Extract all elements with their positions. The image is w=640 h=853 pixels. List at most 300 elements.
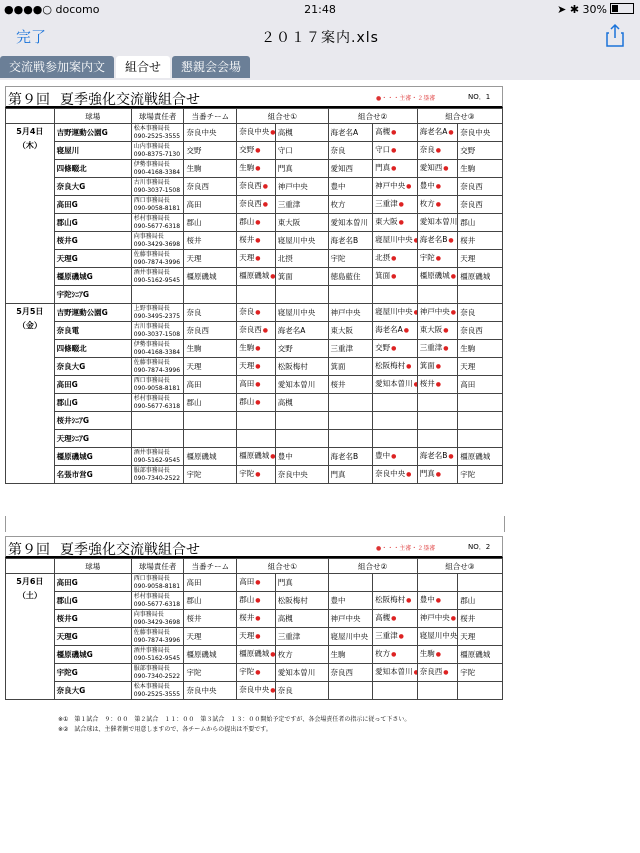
match-team-cell[interactable]	[328, 214, 373, 232]
match-team-cell[interactable]	[275, 214, 328, 232]
match-team-cell[interactable]	[237, 286, 276, 304]
team-name: 豊中 ●	[420, 595, 441, 604]
manager-cell[interactable]	[131, 610, 184, 628]
match-team-cell[interactable]	[328, 412, 373, 430]
match-team-cell[interactable]	[373, 160, 418, 178]
team-name: 守口	[277, 145, 293, 155]
match-team-cell[interactable]	[417, 646, 458, 664]
match-team-cell[interactable]	[373, 646, 418, 664]
match-team-cell[interactable]	[373, 376, 418, 394]
duty-team-cell[interactable]	[184, 430, 237, 448]
match-team-cell[interactable]	[328, 304, 373, 322]
match-team-cell[interactable]	[275, 124, 328, 142]
match-team-cell[interactable]	[328, 610, 373, 628]
match-team-cell[interactable]	[328, 376, 373, 394]
team-name: 宇陀	[330, 253, 346, 263]
venue-cell[interactable]: 四條畷北	[54, 340, 131, 358]
tab-matchups[interactable]: 組合せ	[116, 56, 170, 78]
venue-cell[interactable]: 高田G	[54, 574, 131, 592]
manager-cell[interactable]	[131, 448, 184, 466]
duty-team-cell[interactable]: 奈良西	[184, 322, 237, 340]
match-team-cell[interactable]	[328, 592, 373, 610]
manager-phone: 090-9058-8181	[133, 204, 181, 212]
match-team-cell[interactable]	[417, 268, 458, 286]
venue-cell[interactable]: 四條畷北	[54, 160, 131, 178]
match-team-cell[interactable]	[275, 664, 328, 682]
team-name: 桜井 ●	[239, 235, 260, 244]
manager-cell[interactable]	[131, 592, 184, 610]
match-team-cell[interactable]	[328, 358, 373, 376]
match-team-cell[interactable]	[373, 340, 418, 358]
match-team-cell[interactable]	[237, 682, 276, 700]
match-team-cell[interactable]	[373, 178, 418, 196]
tab-invitation[interactable]: 交流戦参加案内文	[0, 56, 114, 78]
duty-team-cell[interactable]: 橿原磯城	[184, 448, 237, 466]
match-team-cell[interactable]	[328, 178, 373, 196]
match-team-cell[interactable]	[373, 466, 418, 484]
match-team-cell[interactable]	[417, 304, 458, 322]
match-team-cell[interactable]	[373, 250, 418, 268]
duty-team-cell[interactable]: 橿原磯城	[184, 646, 237, 664]
match-team-cell[interactable]	[237, 232, 276, 250]
venue-cell[interactable]: 桜井G	[54, 232, 131, 250]
match-team-cell[interactable]	[237, 196, 276, 214]
venue-cell[interactable]: 郡山G	[54, 214, 131, 232]
team-name: 門真	[277, 163, 293, 173]
match-team-cell[interactable]	[458, 412, 503, 430]
match-team-cell[interactable]	[237, 304, 276, 322]
match-team-cell[interactable]	[328, 430, 373, 448]
match-team-cell[interactable]	[275, 448, 328, 466]
match-team-cell[interactable]	[275, 646, 328, 664]
match-team-cell[interactable]	[417, 448, 458, 466]
duty-team-cell[interactable]: 郡山	[184, 592, 237, 610]
match-team-cell[interactable]	[417, 628, 458, 646]
team-name: 箕面 ●	[375, 271, 396, 280]
venue-cell[interactable]: 名張市営G	[54, 466, 131, 484]
match-team-cell[interactable]	[373, 286, 418, 304]
match-team-cell[interactable]	[458, 358, 503, 376]
manager-cell[interactable]	[131, 196, 184, 214]
venue-cell[interactable]: 天理ｼﾆｱG	[54, 430, 131, 448]
match-team-cell[interactable]	[458, 304, 503, 322]
match-team-cell[interactable]	[275, 304, 328, 322]
manager-cell[interactable]	[131, 682, 184, 700]
match-team-cell[interactable]	[328, 232, 373, 250]
match-team-cell[interactable]	[275, 376, 328, 394]
manager-phone: 090-2525-3555	[133, 132, 181, 140]
match-team-cell[interactable]	[417, 196, 458, 214]
match-team-cell[interactable]	[275, 574, 328, 592]
team-name: 豊中 ●	[420, 181, 441, 190]
match-team-cell[interactable]	[328, 340, 373, 358]
match-team-cell[interactable]	[328, 394, 373, 412]
manager-phone: 090-7874-3996	[133, 636, 181, 644]
venue-cell[interactable]: 天理G	[54, 250, 131, 268]
match-team-cell[interactable]	[373, 124, 418, 142]
table-row	[6, 574, 503, 592]
match-team-cell[interactable]	[328, 646, 373, 664]
match-team-cell[interactable]	[373, 592, 418, 610]
match-team-cell[interactable]	[237, 628, 276, 646]
team-name: 東大阪	[277, 217, 301, 227]
match-team-cell[interactable]	[237, 160, 276, 178]
match-team-cell[interactable]	[417, 412, 458, 430]
match-team-cell[interactable]	[373, 142, 418, 160]
team-name: 桜井	[330, 379, 346, 389]
match-team-cell[interactable]	[458, 628, 503, 646]
match-team-cell[interactable]	[458, 232, 503, 250]
match-team-cell[interactable]	[275, 412, 328, 430]
venue-cell[interactable]: 奈良電	[54, 322, 131, 340]
match-team-cell[interactable]	[458, 196, 503, 214]
duty-team-cell[interactable]: 郡山	[184, 394, 237, 412]
manager-cell[interactable]	[131, 142, 184, 160]
match-team-cell[interactable]	[328, 268, 373, 286]
manager-cell[interactable]	[131, 304, 184, 322]
match-team-cell[interactable]	[275, 340, 328, 358]
duty-team-cell[interactable]: 宇陀	[184, 664, 237, 682]
match-team-cell[interactable]	[237, 142, 276, 160]
manager-name: 松本事務局長	[133, 682, 170, 690]
team-name: 高槻 ●	[375, 127, 396, 136]
match-team-cell[interactable]	[275, 286, 328, 304]
match-team-cell[interactable]	[328, 250, 373, 268]
venue-cell[interactable]: 吉野運動公園G	[54, 124, 131, 142]
match-team-cell[interactable]	[237, 412, 276, 430]
match-team-cell[interactable]	[458, 466, 503, 484]
venue-cell[interactable]: 高田G	[54, 196, 131, 214]
duty-team-cell[interactable]: 高田	[184, 376, 237, 394]
table-row	[6, 412, 503, 430]
manager-phone: 090-5677-6318	[133, 402, 181, 410]
match-team-cell[interactable]	[373, 448, 418, 466]
match-team-cell[interactable]	[417, 250, 458, 268]
manager-cell[interactable]	[131, 286, 184, 304]
team-name: 東大阪 ●	[375, 217, 404, 226]
duty-team-cell[interactable]: 高田	[184, 574, 237, 592]
duty-team-cell[interactable]: 奈良中央	[184, 124, 237, 142]
header-match-3: 組合せ③	[417, 109, 502, 124]
venue-cell[interactable]: 奈良大G	[54, 682, 131, 700]
match-team-cell[interactable]	[328, 160, 373, 178]
manager-cell[interactable]	[131, 160, 184, 178]
match-team-cell[interactable]	[417, 142, 458, 160]
match-team-cell[interactable]	[373, 610, 418, 628]
match-team-cell[interactable]	[328, 574, 373, 592]
manager-name: 古川事務局長	[133, 178, 170, 186]
manager-cell[interactable]	[131, 628, 184, 646]
team-name: 三重津	[277, 199, 301, 209]
match-team-cell[interactable]	[417, 178, 458, 196]
team-name: 海老名B ●	[420, 235, 454, 244]
done-button[interactable]: 完了	[16, 28, 47, 46]
venue-cell[interactable]: 橿原磯城G	[54, 268, 131, 286]
match-team-cell[interactable]	[237, 322, 276, 340]
match-team-cell[interactable]	[275, 232, 328, 250]
duty-team-cell[interactable]: 天理	[184, 250, 237, 268]
match-team-cell[interactable]	[458, 574, 503, 592]
team-name: 宇陀	[460, 469, 476, 479]
sheet-title-bar	[5, 86, 503, 108]
match-team-cell[interactable]	[237, 592, 276, 610]
match-team-cell[interactable]	[417, 358, 458, 376]
venue-cell[interactable]: 桜井G	[54, 610, 131, 628]
header-duty: 当番チーム	[184, 559, 237, 574]
venue-cell[interactable]: 吉野運動公園G	[54, 304, 131, 322]
match-team-cell[interactable]	[275, 394, 328, 412]
match-team-cell[interactable]	[275, 322, 328, 340]
match-team-cell[interactable]	[458, 178, 503, 196]
team-name: 高槻	[277, 127, 293, 137]
match-team-cell[interactable]	[458, 610, 503, 628]
team-name: 東大阪	[330, 325, 353, 335]
match-team-cell[interactable]	[328, 142, 373, 160]
duty-team-cell[interactable]: 桜井	[184, 232, 237, 250]
match-team-cell[interactable]	[275, 592, 328, 610]
match-team-cell[interactable]	[458, 394, 503, 412]
team-name: 奈良西	[330, 667, 353, 677]
match-team-cell[interactable]	[373, 394, 418, 412]
venue-cell[interactable]: 奈良大G	[54, 178, 131, 196]
duty-team-cell[interactable]: 桜井	[184, 610, 237, 628]
match-team-cell[interactable]	[275, 250, 328, 268]
match-team-cell[interactable]	[417, 574, 458, 592]
match-team-cell[interactable]	[237, 250, 276, 268]
match-team-cell[interactable]	[417, 610, 458, 628]
match-team-cell[interactable]	[237, 268, 276, 286]
manager-cell[interactable]	[131, 646, 184, 664]
venue-cell[interactable]: 寝屋川	[54, 142, 131, 160]
duty-team-cell[interactable]: 奈良	[184, 304, 237, 322]
match-team-cell[interactable]	[373, 322, 418, 340]
match-team-cell[interactable]	[237, 214, 276, 232]
duty-team-cell[interactable]: 天理	[184, 628, 237, 646]
venue-cell[interactable]: 高田G	[54, 376, 131, 394]
match-team-cell[interactable]	[458, 250, 503, 268]
match-team-cell[interactable]	[237, 466, 276, 484]
match-team-cell[interactable]	[417, 340, 458, 358]
manager-cell[interactable]	[131, 430, 184, 448]
manager-cell[interactable]	[131, 574, 184, 592]
match-team-cell[interactable]	[237, 124, 276, 142]
match-team-cell[interactable]	[373, 304, 418, 322]
match-team-cell[interactable]	[417, 232, 458, 250]
manager-cell[interactable]	[131, 664, 184, 682]
match-team-cell[interactable]	[417, 592, 458, 610]
match-team-cell[interactable]	[275, 358, 328, 376]
match-team-cell[interactable]	[417, 322, 458, 340]
match-team-cell[interactable]	[275, 268, 328, 286]
duty-team-cell[interactable]: 宇陀	[184, 466, 237, 484]
manager-cell[interactable]	[131, 232, 184, 250]
match-team-cell[interactable]	[275, 196, 328, 214]
manager-cell[interactable]	[131, 124, 184, 142]
match-team-cell[interactable]	[417, 124, 458, 142]
title-text: 夏季強化交流戦組合せ	[60, 542, 200, 558]
match-team-cell[interactable]	[417, 664, 458, 682]
match-team-cell[interactable]	[237, 430, 276, 448]
duty-team-cell[interactable]: 橿原磯城	[184, 268, 237, 286]
match-team-cell[interactable]	[373, 430, 418, 448]
team-name: 松阪梅村 ●	[375, 595, 411, 604]
manager-cell[interactable]	[131, 322, 184, 340]
match-team-cell[interactable]	[417, 682, 458, 700]
match-team-cell[interactable]	[373, 664, 418, 682]
match-team-cell[interactable]	[458, 448, 503, 466]
manager-cell[interactable]	[131, 358, 184, 376]
match-team-cell[interactable]	[237, 178, 276, 196]
match-team-cell[interactable]	[417, 214, 458, 232]
table-row	[6, 232, 503, 250]
table-row	[6, 682, 503, 700]
match-team-cell[interactable]	[458, 124, 503, 142]
match-team-cell[interactable]	[275, 628, 328, 646]
manager-name: 服部事務局長	[133, 664, 170, 672]
match-team-cell[interactable]	[237, 646, 276, 664]
match-team-cell[interactable]	[275, 430, 328, 448]
manager-cell[interactable]	[131, 268, 184, 286]
match-team-cell[interactable]	[237, 610, 276, 628]
team-name: 豊中	[277, 451, 293, 461]
match-team-cell[interactable]	[458, 214, 503, 232]
match-team-cell[interactable]	[275, 610, 328, 628]
match-team-cell[interactable]	[458, 682, 503, 700]
match-team-cell[interactable]	[417, 466, 458, 484]
match-team-cell[interactable]	[237, 448, 276, 466]
match-team-cell[interactable]	[328, 682, 373, 700]
match-team-cell[interactable]	[373, 232, 418, 250]
match-team-cell[interactable]	[458, 592, 503, 610]
match-team-cell[interactable]	[373, 358, 418, 376]
match-team-cell[interactable]	[458, 322, 503, 340]
match-team-cell[interactable]	[417, 376, 458, 394]
match-team-cell[interactable]	[373, 574, 418, 592]
venue-cell[interactable]: 郡山G	[54, 394, 131, 412]
match-team-cell[interactable]	[328, 124, 373, 142]
match-team-cell[interactable]	[328, 628, 373, 646]
match-team-cell[interactable]	[458, 376, 503, 394]
match-team-cell[interactable]	[275, 682, 328, 700]
venue-cell[interactable]: 宇陀ｼﾆｱG	[54, 286, 131, 304]
team-name: 橿原磯城 ●	[239, 271, 275, 280]
venue-cell[interactable]: 桜井ｼﾆｱG	[54, 412, 131, 430]
team-name: 奈良西	[460, 199, 483, 209]
share-icon[interactable]	[606, 23, 624, 47]
team-name: 郡山	[460, 595, 476, 605]
match-team-cell[interactable]	[237, 340, 276, 358]
match-team-cell[interactable]	[458, 286, 503, 304]
match-team-cell[interactable]	[328, 466, 373, 484]
match-team-cell[interactable]	[458, 142, 503, 160]
manager-name: 古川事務局長	[133, 322, 170, 330]
team-name: 生駒 ●	[239, 163, 260, 172]
match-team-cell[interactable]	[328, 448, 373, 466]
location-arrow-icon: ➤	[557, 3, 567, 16]
match-team-cell[interactable]	[275, 178, 328, 196]
duty-team-cell[interactable]: 生駒	[184, 340, 237, 358]
match-team-cell[interactable]	[237, 394, 276, 412]
duty-team-cell[interactable]: 郡山	[184, 214, 237, 232]
match-team-cell[interactable]	[237, 574, 276, 592]
match-team-cell[interactable]	[458, 268, 503, 286]
team-name: 松阪梅村 ●	[375, 361, 411, 370]
duty-team-cell[interactable]: 奈良西	[184, 178, 237, 196]
venue-cell[interactable]: 橿原磯城G	[54, 646, 131, 664]
manager-cell[interactable]	[131, 250, 184, 268]
manager-name: 西口事務局長	[133, 574, 170, 582]
match-team-cell[interactable]	[328, 322, 373, 340]
team-name: 豊中	[330, 181, 346, 191]
match-team-cell[interactable]	[458, 160, 503, 178]
duty-team-cell[interactable]	[184, 412, 237, 430]
match-team-cell[interactable]	[373, 628, 418, 646]
manager-name: 服部事務局長	[133, 466, 170, 474]
match-team-cell[interactable]	[275, 160, 328, 178]
match-team-cell[interactable]	[417, 286, 458, 304]
team-name: 郡山	[460, 217, 476, 227]
manager-cell[interactable]	[131, 178, 184, 196]
manager-cell[interactable]	[131, 214, 184, 232]
team-name: 生駒 ●	[420, 649, 441, 658]
match-team-cell[interactable]	[373, 682, 418, 700]
match-team-cell[interactable]	[417, 430, 458, 448]
manager-cell[interactable]	[131, 340, 184, 358]
match-team-cell[interactable]	[417, 394, 458, 412]
duty-team-cell[interactable]	[184, 286, 237, 304]
venue-cell[interactable]: 奈良大G	[54, 358, 131, 376]
match-team-cell[interactable]	[328, 664, 373, 682]
manager-cell[interactable]	[131, 412, 184, 430]
match-team-cell[interactable]	[373, 268, 418, 286]
team-name: 橿原磯城 ●	[239, 649, 275, 658]
match-team-cell[interactable]	[328, 196, 373, 214]
match-team-cell[interactable]	[275, 466, 328, 484]
match-team-cell[interactable]	[373, 196, 418, 214]
match-team-cell[interactable]	[458, 430, 503, 448]
match-team-cell[interactable]	[237, 376, 276, 394]
match-team-cell[interactable]	[237, 358, 276, 376]
header-manager: 球場責任者	[131, 559, 184, 574]
duty-team-cell[interactable]: 交野	[184, 142, 237, 160]
duty-team-cell[interactable]: 天理	[184, 358, 237, 376]
duty-team-cell[interactable]: 奈良中央	[184, 682, 237, 700]
duty-team-cell[interactable]: 高田	[184, 196, 237, 214]
match-team-cell[interactable]	[458, 646, 503, 664]
manager-cell[interactable]	[131, 466, 184, 484]
venue-cell[interactable]: 天理G	[54, 628, 131, 646]
venue-cell[interactable]: 宇陀G	[54, 664, 131, 682]
venue-cell[interactable]: 橿原磯城G	[54, 448, 131, 466]
match-team-cell[interactable]	[458, 340, 503, 358]
duty-team-cell[interactable]: 生駒	[184, 160, 237, 178]
table-row	[6, 610, 503, 628]
table-row	[6, 214, 503, 232]
match-team-cell[interactable]	[328, 286, 373, 304]
match-team-cell[interactable]	[373, 214, 418, 232]
header-manager: 球場責任者	[131, 109, 184, 124]
tab-party-venue[interactable]: 懇親会会場	[172, 56, 250, 78]
manager-cell[interactable]	[131, 376, 184, 394]
manager-cell[interactable]	[131, 394, 184, 412]
match-team-cell[interactable]	[275, 142, 328, 160]
match-team-cell[interactable]	[417, 160, 458, 178]
team-name: 徳島藍住	[330, 271, 361, 281]
match-team-cell[interactable]	[373, 412, 418, 430]
match-team-cell[interactable]	[237, 664, 276, 682]
match-team-cell[interactable]	[458, 664, 503, 682]
venue-cell[interactable]: 郡山G	[54, 592, 131, 610]
